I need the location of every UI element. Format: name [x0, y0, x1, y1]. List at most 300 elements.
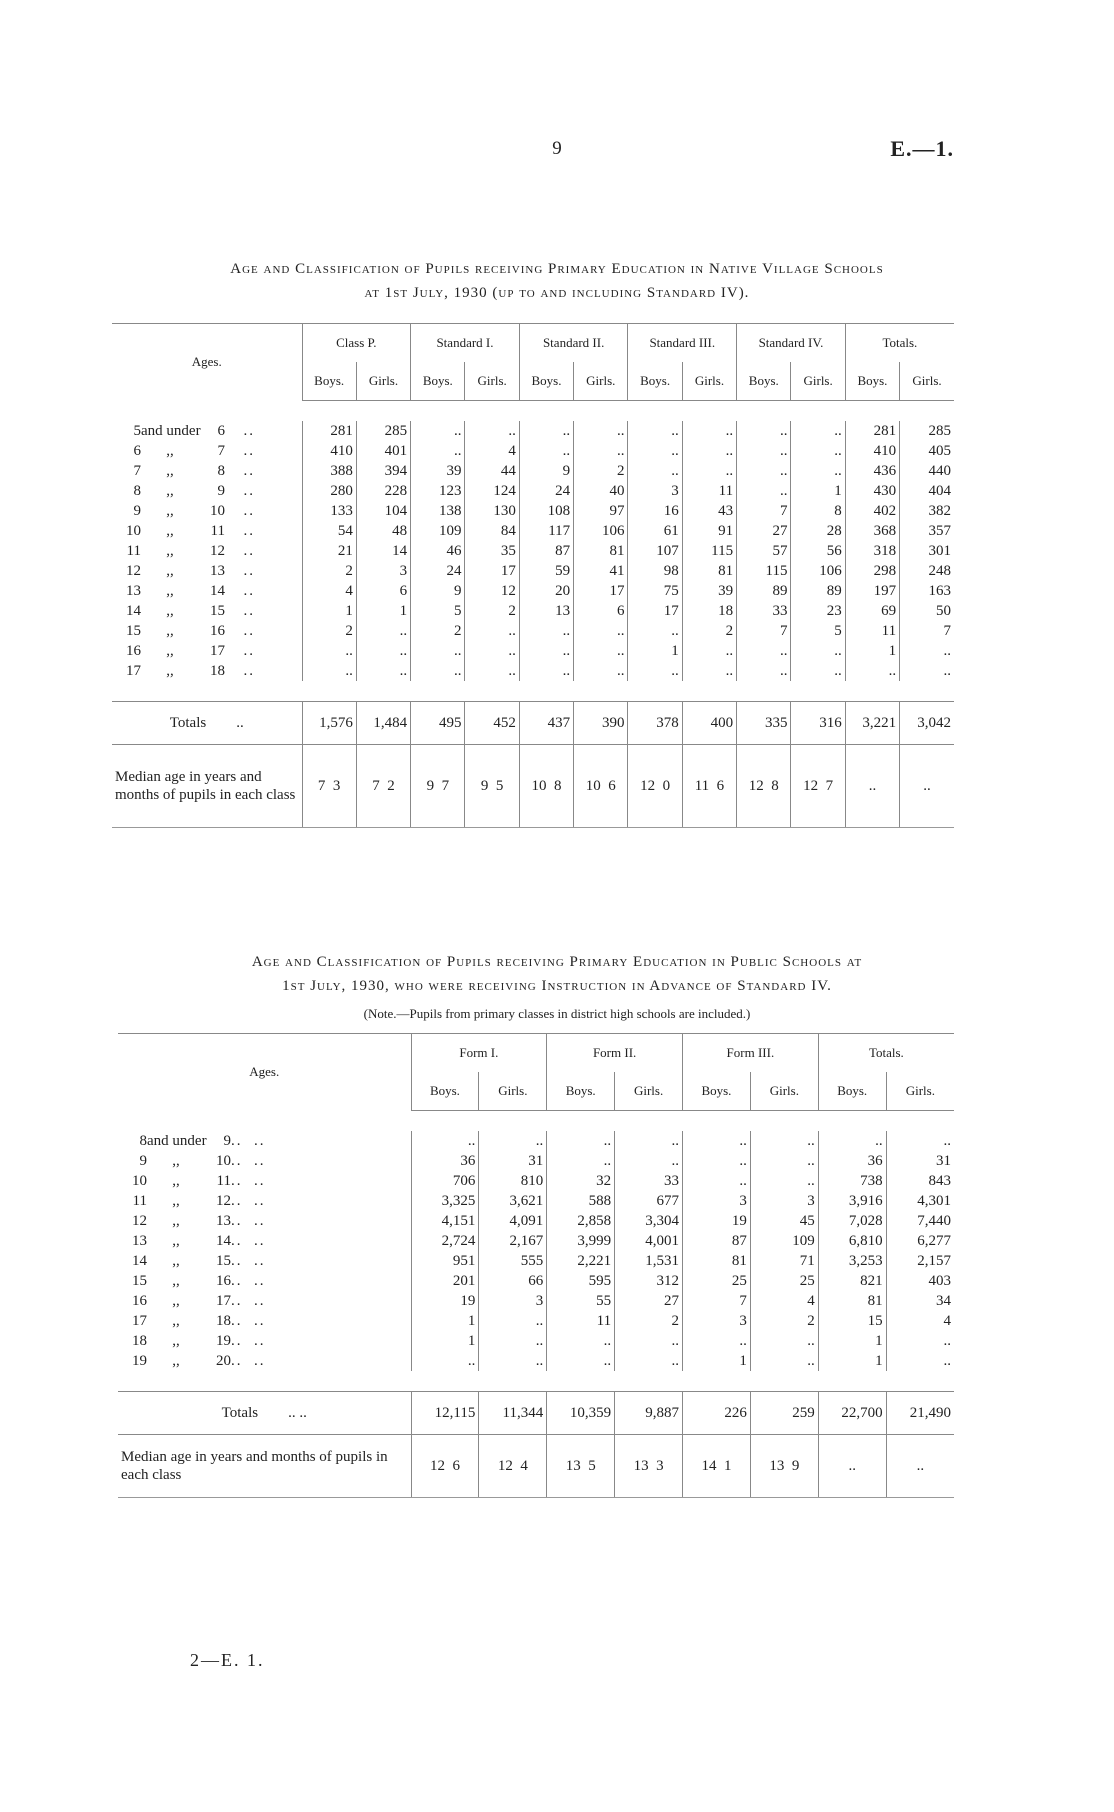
- t2-cell: 2,858: [547, 1211, 615, 1231]
- age-range-label: 8and under 9.. ..: [139, 1132, 266, 1149]
- t1-cell: ..: [737, 441, 791, 461]
- t1-cell: 59: [519, 561, 573, 581]
- t2-row: [118, 1211, 954, 1231]
- t1-total-cell: 390: [574, 702, 628, 745]
- t1-cell: 2: [465, 601, 519, 621]
- t2-median-cell: 12 6: [411, 1435, 479, 1498]
- age-range-label: 17 ,, 18.. ..: [132, 1312, 266, 1329]
- t2-cell: 3: [683, 1311, 751, 1331]
- t2-cell: 2: [750, 1311, 818, 1331]
- table1-title-line2: at 1st July, 1930 (up to and including Standard IV).: [364, 285, 750, 301]
- t1-cell: ..: [628, 441, 682, 461]
- t2-cell: 25: [683, 1271, 751, 1291]
- table2-title: [100, 950, 1014, 998]
- t1-cell: 106: [574, 521, 628, 541]
- t2-total-cell: 226: [683, 1392, 751, 1435]
- t1-cell: 248: [900, 561, 954, 581]
- age-range-label: 18 ,, 19.. ..: [132, 1332, 266, 1349]
- t1-cell: 84: [465, 521, 519, 541]
- t2-sub-header: Girls.: [750, 1072, 818, 1111]
- t1-cell: ..: [628, 661, 682, 681]
- t1-cell: 1: [356, 601, 410, 621]
- t1-cell: 17: [628, 601, 682, 621]
- t1-cell: 281: [302, 421, 356, 441]
- t1-cell: 97: [574, 501, 628, 521]
- t2-cell: 33: [615, 1171, 683, 1191]
- t1-total-cell: 495: [411, 702, 465, 745]
- table1-median-label: Median age in years and months of pupils in each class: [112, 745, 302, 828]
- t2-sub-header: Boys.: [818, 1072, 886, 1111]
- t1-cell: 57: [737, 541, 791, 561]
- t1-group-header: Standard I.: [411, 324, 520, 363]
- t1-cell: ..: [574, 441, 628, 461]
- t2-cell: 3: [750, 1191, 818, 1211]
- age-range-label: 7 ,, 8 ..: [133, 462, 255, 479]
- t1-cell: ..: [737, 421, 791, 441]
- t1-cell: ..: [411, 441, 465, 461]
- t1-cell: 12: [465, 581, 519, 601]
- t1-cell: 298: [845, 561, 899, 581]
- t2-cell: ..: [683, 1131, 751, 1151]
- t1-median-cell: 11 6: [682, 745, 736, 828]
- t1-cell: ..: [628, 621, 682, 641]
- t1-sub-header: Boys.: [628, 362, 682, 401]
- table2-median-label: Median age in years and months of pupils in each class: [118, 1435, 411, 1498]
- t1-cell: 301: [900, 541, 954, 561]
- t2-cell: 588: [547, 1191, 615, 1211]
- t2-cell: ..: [479, 1311, 547, 1331]
- t1-cell: 109: [411, 521, 465, 541]
- t1-group-header: Standard IV.: [737, 324, 846, 363]
- t1-cell: ..: [574, 641, 628, 661]
- age-range-label: 12 ,, 13 ..: [126, 562, 255, 579]
- t1-cell: 43: [682, 501, 736, 521]
- t1-median-cell: 12 0: [628, 745, 682, 828]
- t2-cell: ..: [750, 1151, 818, 1171]
- t1-cell: 6: [574, 601, 628, 621]
- age-range-label: 16 ,, 17.. ..: [132, 1292, 266, 1309]
- t2-cell: 3,999: [547, 1231, 615, 1251]
- t1-cell: ..: [302, 661, 356, 681]
- t2-median-cell: 13 3: [615, 1435, 683, 1498]
- t2-group-header: Totals.: [818, 1034, 954, 1073]
- t2-row: [118, 1171, 954, 1191]
- t1-cell: 61: [628, 521, 682, 541]
- t1-cell: 440: [900, 461, 954, 481]
- t2-sub-header: Boys.: [411, 1072, 479, 1111]
- age-range-label: 6 ,, 7 ..: [133, 442, 255, 459]
- t2-cell: 27: [615, 1291, 683, 1311]
- t1-cell: 40: [574, 481, 628, 501]
- t1-cell: ..: [411, 641, 465, 661]
- table2-note: (Note.—Pupils from primary classes in district high schools are included.): [363, 1006, 751, 1021]
- t2-cell: 4: [750, 1291, 818, 1311]
- t2-cell: 25: [750, 1271, 818, 1291]
- t1-cell: ..: [519, 641, 573, 661]
- t1-median-cell: 12 7: [791, 745, 845, 828]
- t1-total-cell: 378: [628, 702, 682, 745]
- t1-cell: 2: [682, 621, 736, 641]
- t2-cell: 2,724: [411, 1231, 479, 1251]
- t1-cell: ..: [682, 641, 736, 661]
- t2-cell: ..: [886, 1331, 954, 1351]
- t1-cell: 107: [628, 541, 682, 561]
- t2-cell: 87: [683, 1231, 751, 1251]
- table1-title: [100, 257, 1014, 305]
- t2-cell: 109: [750, 1231, 818, 1251]
- t1-cell: 23: [791, 601, 845, 621]
- t1-cell: 280: [302, 481, 356, 501]
- t1-total-cell: 1,576: [302, 702, 356, 745]
- t2-group-header: Form II.: [547, 1034, 683, 1073]
- t1-row: [112, 441, 954, 461]
- t1-cell: 50: [900, 601, 954, 621]
- t2-row: [118, 1151, 954, 1171]
- age-range-label: 13 ,, 14.. ..: [132, 1232, 266, 1249]
- t1-cell: 11: [845, 621, 899, 641]
- t1-row: [112, 521, 954, 541]
- t1-cell: 285: [900, 421, 954, 441]
- t2-cell: 3,621: [479, 1191, 547, 1211]
- t2-cell: ..: [615, 1151, 683, 1171]
- t1-total-cell: 1,484: [356, 702, 410, 745]
- page-footer: 2—E. 1.: [190, 1650, 265, 1670]
- table1-ages-header: Ages.: [112, 324, 302, 401]
- t1-cell: 8: [791, 501, 845, 521]
- age-range-label: 9 ,, 10.. ..: [139, 1152, 266, 1169]
- t2-cell: ..: [547, 1131, 615, 1151]
- t1-cell: 17: [465, 561, 519, 581]
- t1-cell: 91: [682, 521, 736, 541]
- t2-cell: 201: [411, 1271, 479, 1291]
- t1-total-cell: 437: [519, 702, 573, 745]
- t2-cell: 1: [411, 1331, 479, 1351]
- t2-cell: 3,253: [818, 1251, 886, 1271]
- t1-cell: 35: [465, 541, 519, 561]
- t2-cell: ..: [886, 1351, 954, 1371]
- t1-cell: 9: [519, 461, 573, 481]
- t1-row: [112, 561, 954, 581]
- age-range-label: 17 ,, 18 ..: [126, 662, 255, 679]
- t1-cell: 402: [845, 501, 899, 521]
- t1-cell: 14: [356, 541, 410, 561]
- age-range-label: 15 ,, 16.. ..: [132, 1272, 266, 1289]
- t1-cell: 117: [519, 521, 573, 541]
- t1-cell: 368: [845, 521, 899, 541]
- t1-row: [112, 461, 954, 481]
- t1-median-cell: ..: [900, 745, 954, 828]
- t1-cell: ..: [465, 661, 519, 681]
- t1-cell: 11: [682, 481, 736, 501]
- age-range-label: 8 ,, 9 ..: [133, 482, 255, 499]
- t2-cell: 31: [886, 1151, 954, 1171]
- t1-cell: 388: [302, 461, 356, 481]
- t1-row: [112, 481, 954, 501]
- t2-cell: ..: [547, 1151, 615, 1171]
- table2-public-schools: [118, 1033, 954, 1498]
- t1-cell: 16: [628, 501, 682, 521]
- t1-cell: ..: [628, 461, 682, 481]
- t2-cell: 66: [479, 1271, 547, 1291]
- t2-cell: ..: [615, 1331, 683, 1351]
- t1-cell: 33: [737, 601, 791, 621]
- t1-cell: 6: [356, 581, 410, 601]
- t2-cell: 738: [818, 1171, 886, 1191]
- t1-cell: ..: [628, 421, 682, 441]
- t2-cell: ..: [615, 1131, 683, 1151]
- t1-cell: ..: [682, 441, 736, 461]
- t1-median-cell: 12 8: [737, 745, 791, 828]
- t1-cell: ..: [356, 641, 410, 661]
- t2-cell: 81: [818, 1291, 886, 1311]
- t2-cell: 81: [683, 1251, 751, 1271]
- t1-cell: 436: [845, 461, 899, 481]
- t1-cell: 357: [900, 521, 954, 541]
- t1-cell: 7: [737, 501, 791, 521]
- t1-cell: 48: [356, 521, 410, 541]
- t1-cell: 130: [465, 501, 519, 521]
- t1-cell: 1: [628, 641, 682, 661]
- t2-cell: 7,028: [818, 1211, 886, 1231]
- t2-cell: 1: [411, 1311, 479, 1331]
- t2-cell: 810: [479, 1171, 547, 1191]
- t1-cell: 115: [737, 561, 791, 581]
- t1-cell: ..: [519, 621, 573, 641]
- t2-cell: ..: [750, 1171, 818, 1191]
- t2-row: [118, 1271, 954, 1291]
- t2-cell: 3,304: [615, 1211, 683, 1231]
- t1-cell: 106: [791, 561, 845, 581]
- t2-cell: ..: [683, 1171, 751, 1191]
- t1-cell: ..: [465, 421, 519, 441]
- t2-cell: 403: [886, 1271, 954, 1291]
- t1-cell: 20: [519, 581, 573, 601]
- t1-cell: ..: [574, 661, 628, 681]
- t2-row: [118, 1351, 954, 1371]
- t2-cell: 34: [886, 1291, 954, 1311]
- t2-median-cell: ..: [886, 1435, 954, 1498]
- t2-cell: 19: [411, 1291, 479, 1311]
- t1-cell: 17: [574, 581, 628, 601]
- t2-cell: 312: [615, 1271, 683, 1291]
- t2-total-cell: 9,887: [615, 1392, 683, 1435]
- t2-cell: 821: [818, 1271, 886, 1291]
- t2-cell: 595: [547, 1271, 615, 1291]
- t2-cell: ..: [615, 1351, 683, 1371]
- t1-sub-header: Girls.: [465, 362, 519, 401]
- t1-cell: 401: [356, 441, 410, 461]
- age-range-label: 11 ,, 12 ..: [126, 542, 255, 559]
- t1-row: [112, 541, 954, 561]
- t1-cell: ..: [574, 621, 628, 641]
- t1-cell: ..: [302, 641, 356, 661]
- t2-cell: 951: [411, 1251, 479, 1271]
- t1-cell: 430: [845, 481, 899, 501]
- t2-cell: ..: [750, 1331, 818, 1351]
- t2-cell: 706: [411, 1171, 479, 1191]
- t1-total-cell: 400: [682, 702, 736, 745]
- t1-cell: 104: [356, 501, 410, 521]
- age-range-label: 10 ,, 11.. ..: [132, 1172, 266, 1189]
- t1-cell: 13: [519, 601, 573, 621]
- age-range-label: 14 ,, 15.. ..: [132, 1252, 266, 1269]
- t2-cell: ..: [818, 1131, 886, 1151]
- t2-cell: ..: [886, 1131, 954, 1151]
- t2-cell: 4,001: [615, 1231, 683, 1251]
- t2-cell: ..: [547, 1351, 615, 1371]
- t1-cell: 382: [900, 501, 954, 521]
- t1-cell: ..: [356, 621, 410, 641]
- t2-total-cell: 259: [750, 1392, 818, 1435]
- t2-sub-header: Girls.: [479, 1072, 547, 1111]
- t1-cell: ..: [574, 421, 628, 441]
- table2-ages-header: Ages.: [118, 1034, 411, 1111]
- t1-cell: 3: [628, 481, 682, 501]
- t1-cell: 410: [302, 441, 356, 461]
- t1-median-cell: 9 5: [465, 745, 519, 828]
- t1-cell: 2: [574, 461, 628, 481]
- t1-total-cell: 316: [791, 702, 845, 745]
- age-range-label: 13 ,, 14 ..: [126, 582, 255, 599]
- t1-median-cell: ..: [845, 745, 899, 828]
- t1-total-cell: 335: [737, 702, 791, 745]
- t2-cell: 36: [818, 1151, 886, 1171]
- t1-total-cell: 452: [465, 702, 519, 745]
- t2-cell: 19: [683, 1211, 751, 1231]
- t2-cell: 555: [479, 1251, 547, 1271]
- t1-cell: 285: [356, 421, 410, 441]
- t1-sub-header: Girls.: [356, 362, 410, 401]
- t1-sub-header: Boys.: [737, 362, 791, 401]
- t1-cell: 5: [411, 601, 465, 621]
- t1-row: [112, 601, 954, 621]
- t1-cell: 98: [628, 561, 682, 581]
- t2-cell: ..: [411, 1351, 479, 1371]
- t2-cell: 3,916: [818, 1191, 886, 1211]
- document-reference: E.—1.: [890, 136, 954, 161]
- t1-cell: 4: [302, 581, 356, 601]
- t1-cell: 410: [845, 441, 899, 461]
- t2-cell: 2,157: [886, 1251, 954, 1271]
- age-range-label: 5and under 6 ..: [133, 422, 255, 439]
- t2-cell: 7: [683, 1291, 751, 1311]
- t2-cell: ..: [479, 1331, 547, 1351]
- t1-row: [112, 501, 954, 521]
- table2-title-line2: 1st July, 1930, who were receiving Instruction in Advance of Standard IV.: [282, 978, 832, 994]
- t1-sub-header: Girls.: [682, 362, 736, 401]
- t1-cell: 46: [411, 541, 465, 561]
- t1-cell: ..: [845, 661, 899, 681]
- t1-cell: 5: [791, 621, 845, 641]
- t1-cell: ..: [737, 461, 791, 481]
- t2-row: [118, 1331, 954, 1351]
- t1-cell: ..: [791, 461, 845, 481]
- t2-cell: ..: [683, 1151, 751, 1171]
- t2-cell: 36: [411, 1151, 479, 1171]
- t1-cell: 21: [302, 541, 356, 561]
- t1-cell: 404: [900, 481, 954, 501]
- t1-cell: ..: [411, 661, 465, 681]
- t1-cell: 2: [411, 621, 465, 641]
- t1-total-cell: 3,221: [845, 702, 899, 745]
- t1-median-cell: 7 2: [356, 745, 410, 828]
- t2-cell: ..: [750, 1131, 818, 1151]
- t1-cell: ..: [519, 661, 573, 681]
- page-number: 9: [552, 138, 562, 159]
- t1-cell: 133: [302, 501, 356, 521]
- t2-sub-header: Girls.: [886, 1072, 954, 1111]
- t1-sub-header: Girls.: [900, 362, 954, 401]
- t1-cell: 115: [682, 541, 736, 561]
- t1-sub-header: Boys.: [411, 362, 465, 401]
- t2-cell: ..: [547, 1331, 615, 1351]
- t1-cell: 1: [302, 601, 356, 621]
- t2-median-cell: 12 4: [479, 1435, 547, 1498]
- t2-cell: 71: [750, 1251, 818, 1271]
- t1-median-cell: 7 3: [302, 745, 356, 828]
- t2-total-cell: 12,115: [411, 1392, 479, 1435]
- t1-cell: ..: [791, 641, 845, 661]
- age-range-label: 16 ,, 17 ..: [126, 642, 255, 659]
- t1-cell: 197: [845, 581, 899, 601]
- t2-row: [118, 1251, 954, 1271]
- t2-total-cell: 21,490: [886, 1392, 954, 1435]
- t2-total-cell: 22,700: [818, 1392, 886, 1435]
- t2-cell: 3: [479, 1291, 547, 1311]
- t1-cell: ..: [737, 481, 791, 501]
- t1-cell: 394: [356, 461, 410, 481]
- t2-total-cell: 10,359: [547, 1392, 615, 1435]
- t2-cell: 32: [547, 1171, 615, 1191]
- t1-cell: ..: [900, 641, 954, 661]
- t1-cell: ..: [791, 441, 845, 461]
- t1-cell: 2: [302, 561, 356, 581]
- t1-cell: 123: [411, 481, 465, 501]
- t2-sub-header: Boys.: [547, 1072, 615, 1111]
- t1-cell: ..: [356, 661, 410, 681]
- t2-cell: 1: [818, 1351, 886, 1371]
- t1-cell: 87: [519, 541, 573, 561]
- t1-cell: 124: [465, 481, 519, 501]
- t2-cell: 6,277: [886, 1231, 954, 1251]
- t1-cell: ..: [737, 661, 791, 681]
- t1-row: [112, 421, 954, 441]
- t1-cell: 2: [302, 621, 356, 641]
- t1-group-header: Totals.: [845, 324, 954, 363]
- t2-cell: 4,091: [479, 1211, 547, 1231]
- t2-group-header: Form III.: [683, 1034, 819, 1073]
- t1-cell: 24: [411, 561, 465, 581]
- t1-group-header: Class P.: [302, 324, 411, 363]
- t1-cell: ..: [900, 661, 954, 681]
- t1-cell: ..: [791, 421, 845, 441]
- t1-cell: 89: [791, 581, 845, 601]
- t2-cell: 3,325: [411, 1191, 479, 1211]
- t2-sub-header: Boys.: [683, 1072, 751, 1111]
- t2-cell: 677: [615, 1191, 683, 1211]
- t2-row: [118, 1291, 954, 1311]
- t2-cell: ..: [750, 1351, 818, 1371]
- t2-cell: 15: [818, 1311, 886, 1331]
- t1-cell: 3: [356, 561, 410, 581]
- table2-totals-label: Totals .. ..: [118, 1392, 411, 1435]
- age-range-label: 9 ,, 10 ..: [133, 502, 255, 519]
- t2-cell: 6,810: [818, 1231, 886, 1251]
- t2-cell: ..: [683, 1331, 751, 1351]
- t2-row: [118, 1191, 954, 1211]
- t1-cell: 56: [791, 541, 845, 561]
- age-range-label: 10 ,, 11 ..: [126, 522, 255, 539]
